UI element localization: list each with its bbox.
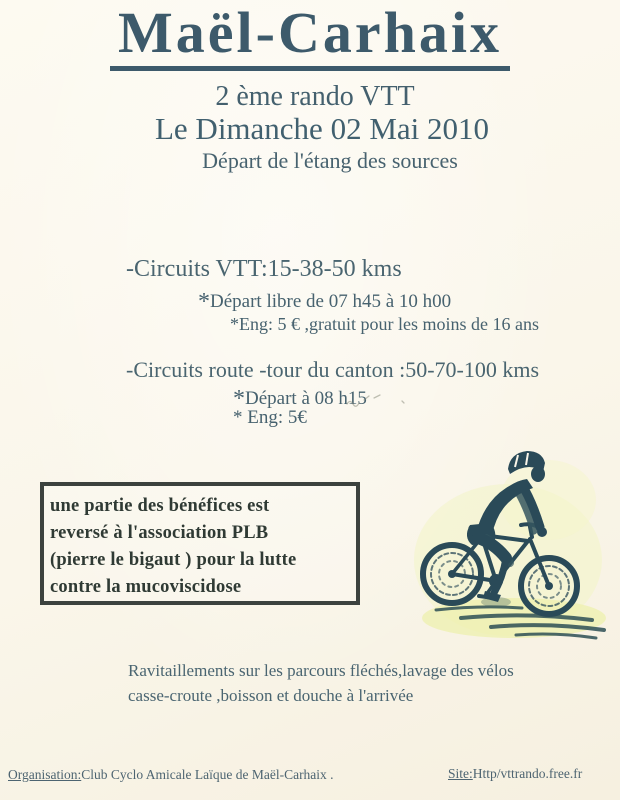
charity-line: contre la mucoviscidose	[50, 577, 242, 597]
route-eng-line: * Eng: 5€	[233, 407, 307, 428]
pencil-mark-artifact	[344, 392, 408, 412]
info-line-2: casse-croute ,boisson et douche à l'arrivée	[128, 686, 414, 705]
asterisk: *	[233, 386, 245, 412]
charity-notice-box	[40, 482, 360, 605]
page-title: Maël-Carhaix	[110, 2, 510, 71]
info-line-1: Ravitaillements sur les parcours fléchés,lavage des vélos	[128, 661, 514, 680]
vtt-depart-line: *Départ libre de 07 h45 à 10 h00	[198, 289, 452, 315]
charity-line: (pierre le bigaut ) pour la lutte	[50, 550, 297, 570]
charity-line: reversé à l'association PLB	[50, 523, 269, 543]
page-title-wrap	[0, 2, 620, 71]
charity-line: une partie des bénéfices est	[50, 496, 270, 516]
vtt-eng-line: *Eng: 5 € ,gratuit pour les moins de 16 ans	[230, 314, 539, 334]
vtt-circuits-heading: -Circuits VTT:15-38-50 kms	[126, 256, 402, 282]
subtitle-event: 2 ème rando VTT	[215, 81, 415, 112]
subtitle-place: Départ de l'étang des sources	[202, 148, 458, 173]
asterisk: *	[198, 289, 210, 315]
footer-organisation	[8, 767, 334, 783]
route-depart-line: *Départ à 08 h15	[233, 386, 367, 412]
footer-site	[448, 766, 582, 782]
organisation-label: Organisation:	[8, 767, 82, 782]
site-label: Site:	[448, 766, 473, 781]
organisation-value: Club Cyclo Amicale Laïque de Maël-Carhaix .	[81, 767, 334, 782]
subtitle-date: Le Dimanche 02 Mai 2010	[154, 111, 490, 146]
site-value: Http/vttrando.free.fr	[472, 766, 583, 781]
route-circuits-heading: -Circuits route -tour du canton :50-70-100 kms	[126, 357, 540, 382]
mountain-biker-illustration	[406, 442, 610, 642]
